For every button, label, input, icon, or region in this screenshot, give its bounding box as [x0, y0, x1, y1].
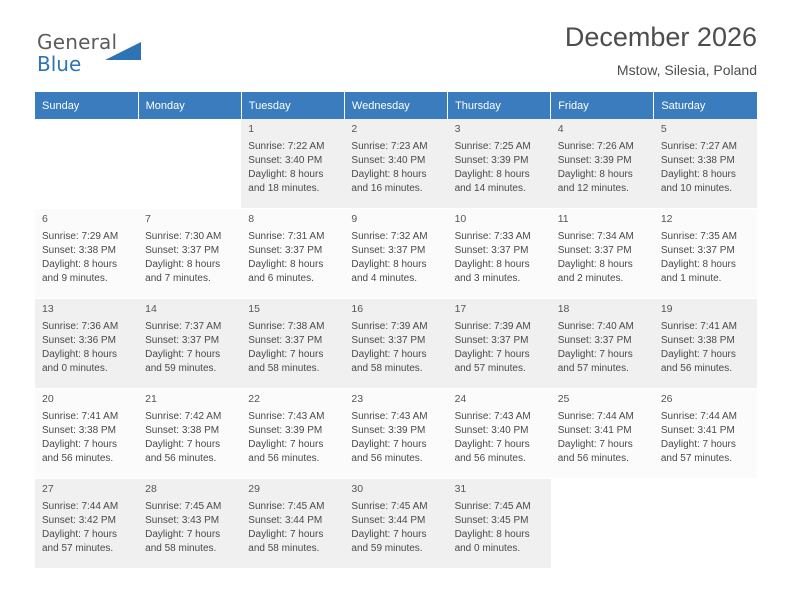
day-daylight1-text: Daylight: 8 hours [145, 259, 221, 271]
day-daylight1-text: Daylight: 7 hours [248, 439, 324, 451]
day-daylight1-text: Daylight: 8 hours [351, 259, 427, 271]
day-sunset-text: Sunset: 3:38 PM [660, 335, 735, 347]
calendar-day-cell[interactable] [35, 209, 138, 299]
day-sunrise-text: Sunrise: 7:41 AM [660, 320, 737, 332]
day-sunrise-text: Sunrise: 7:34 AM [557, 230, 634, 242]
day-number: 24 [454, 393, 467, 405]
calendar-day-cell[interactable] [241, 389, 344, 479]
calendar-day-cell[interactable] [654, 209, 757, 299]
day-number: 8 [248, 213, 255, 225]
day-sunrise-text: Sunrise: 7:41 AM [42, 410, 119, 422]
calendar-week-row [35, 479, 757, 569]
day-info [145, 230, 235, 287]
day-daylight1-text: Daylight: 8 hours [557, 169, 633, 181]
day-sunrise-text: Sunrise: 7:30 AM [145, 230, 222, 242]
day-sunrise-text: Sunrise: 7:45 AM [351, 500, 428, 512]
day-sunrise-text: Sunrise: 7:43 AM [248, 410, 325, 422]
calendar-day-cell[interactable] [448, 209, 551, 299]
day-daylight1-text: Daylight: 8 hours [248, 169, 324, 181]
day-number: 27 [42, 483, 54, 495]
logo-text-blue: Blue [37, 52, 82, 76]
day-daylight1-text: Daylight: 7 hours [454, 349, 530, 361]
day-sunset-text: Sunset: 3:37 PM [351, 335, 426, 347]
day-sunset-text: Sunset: 3:44 PM [248, 515, 323, 527]
day-sunrise-text: Sunrise: 7:39 AM [454, 320, 531, 332]
calendar-day-cell[interactable] [241, 209, 344, 299]
day-info [42, 410, 132, 467]
day-info [455, 410, 545, 467]
day-daylight2-text: and 56 minutes. [660, 363, 733, 375]
day-daylight1-text: Daylight: 8 hours [248, 259, 324, 271]
day-daylight1-text: Daylight: 8 hours [42, 349, 118, 361]
day-number: 14 [145, 303, 157, 315]
day-number: 28 [145, 483, 157, 495]
day-daylight1-text: Daylight: 7 hours [248, 529, 324, 541]
day-daylight1-text: Daylight: 8 hours [42, 259, 118, 271]
day-sunset-text: Sunset: 3:39 PM [557, 155, 632, 167]
calendar-day-cell[interactable] [344, 209, 447, 299]
day-daylight1-text: Daylight: 8 hours [454, 169, 530, 181]
calendar-body [35, 119, 757, 569]
day-daylight2-text: and 56 minutes. [454, 453, 526, 465]
day-daylight1-text: Daylight: 7 hours [557, 349, 633, 361]
day-sunset-text: Sunset: 3:41 PM [557, 425, 632, 437]
day-daylight2-text: and 58 minutes. [145, 543, 217, 555]
day-number: 13 [42, 303, 54, 315]
weekday-header-friday: Friday [551, 92, 654, 119]
day-info [558, 320, 648, 377]
day-info [661, 230, 751, 287]
day-sunrise-text: Sunrise: 7:29 AM [42, 230, 119, 242]
day-daylight2-text: and 0 minutes. [454, 543, 521, 555]
day-number: 21 [145, 393, 157, 405]
day-daylight1-text: Daylight: 7 hours [557, 439, 633, 451]
day-daylight1-text: Daylight: 7 hours [248, 349, 324, 361]
day-sunrise-text: Sunrise: 7:44 AM [42, 500, 119, 512]
day-sunrise-text: Sunrise: 7:31 AM [248, 230, 325, 242]
day-info [351, 500, 441, 557]
day-info [42, 500, 132, 557]
calendar-table [35, 92, 757, 569]
calendar-day-cell[interactable] [344, 389, 447, 479]
day-sunset-text: Sunset: 3:40 PM [248, 155, 323, 167]
day-daylight2-text: and 57 minutes. [42, 543, 114, 555]
day-daylight2-text: and 14 minutes. [454, 183, 526, 195]
day-info [455, 320, 545, 377]
day-number: 6 [42, 213, 48, 225]
day-daylight2-text: and 9 minutes. [42, 273, 108, 285]
day-sunrise-text: Sunrise: 7:42 AM [145, 410, 222, 422]
day-daylight1-text: Daylight: 8 hours [660, 169, 736, 181]
day-number: 10 [454, 213, 467, 225]
day-sunset-text: Sunset: 3:37 PM [145, 245, 220, 257]
day-daylight2-text: and 56 minutes. [145, 453, 217, 465]
day-daylight1-text: Daylight: 7 hours [42, 439, 118, 451]
calendar-day-cell[interactable] [551, 119, 654, 209]
day-daylight2-text: and 12 minutes. [557, 183, 629, 195]
day-daylight1-text: Daylight: 7 hours [145, 529, 221, 541]
day-number: 4 [557, 123, 564, 135]
day-daylight2-text: and 10 minutes. [660, 183, 733, 195]
calendar-day-cell[interactable] [448, 479, 551, 569]
calendar-day-cell[interactable] [654, 299, 757, 389]
calendar-day-cell[interactable] [344, 479, 447, 569]
day-daylight2-text: and 58 minutes. [248, 363, 320, 375]
title-block [565, 22, 757, 78]
calendar-cell-empty [138, 119, 241, 209]
day-daylight2-text: and 56 minutes. [248, 453, 320, 465]
day-number: 17 [454, 303, 467, 315]
day-info [455, 230, 545, 287]
day-daylight1-text: Daylight: 7 hours [660, 439, 736, 451]
day-sunset-text: Sunset: 3:43 PM [145, 515, 220, 527]
calendar-day-cell[interactable] [241, 479, 344, 569]
day-daylight2-text: and 57 minutes. [454, 363, 526, 375]
day-daylight2-text: and 57 minutes. [557, 363, 629, 375]
day-number: 5 [660, 123, 667, 135]
day-daylight1-text: Daylight: 7 hours [42, 529, 118, 541]
day-info [455, 140, 545, 197]
calendar-day-cell[interactable] [654, 119, 757, 209]
day-daylight1-text: Daylight: 7 hours [145, 349, 221, 361]
day-daylight2-text: and 59 minutes. [351, 543, 423, 555]
day-number: 7 [145, 213, 151, 225]
day-sunrise-text: Sunrise: 7:39 AM [351, 320, 428, 332]
calendar-day-cell[interactable] [138, 209, 241, 299]
day-daylight2-text: and 6 minutes. [248, 273, 314, 285]
day-sunrise-text: Sunrise: 7:43 AM [454, 410, 531, 422]
day-daylight1-text: Daylight: 7 hours [351, 439, 427, 451]
day-sunrise-text: Sunrise: 7:38 AM [248, 320, 325, 332]
page-header [35, 0, 757, 92]
day-number: 1 [248, 123, 255, 135]
day-number: 29 [248, 483, 260, 495]
calendar-week-row [35, 389, 757, 479]
day-sunrise-text: Sunrise: 7:35 AM [660, 230, 737, 242]
day-number: 9 [351, 213, 358, 225]
day-daylight1-text: Daylight: 8 hours [660, 259, 736, 271]
day-number: 22 [248, 393, 260, 405]
day-number: 31 [454, 483, 467, 495]
calendar-day-cell[interactable] [138, 389, 241, 479]
day-info [248, 500, 338, 557]
day-number: 12 [660, 213, 673, 225]
day-sunset-text: Sunset: 3:41 PM [660, 425, 735, 437]
day-info [351, 320, 441, 377]
day-sunrise-text: Sunrise: 7:45 AM [145, 500, 222, 512]
day-daylight1-text: Daylight: 8 hours [454, 259, 530, 271]
day-info [248, 230, 338, 287]
day-sunset-text: Sunset: 3:37 PM [660, 245, 735, 257]
day-daylight1-text: Daylight: 8 hours [454, 529, 530, 541]
logo-swoosh-icon [105, 42, 141, 60]
day-number: 15 [248, 303, 260, 315]
calendar-day-cell[interactable] [138, 299, 241, 389]
day-info [661, 410, 751, 467]
calendar-day-cell[interactable] [241, 299, 344, 389]
weekday-header-tuesday: Tuesday [241, 92, 344, 119]
calendar-day-cell[interactable] [448, 389, 551, 479]
day-sunset-text: Sunset: 3:37 PM [145, 335, 220, 347]
day-info [145, 320, 235, 377]
day-daylight2-text: and 2 minutes. [557, 273, 624, 285]
calendar-day-cell[interactable] [35, 389, 138, 479]
day-number: 25 [557, 393, 570, 405]
day-info [248, 410, 338, 467]
day-info [351, 410, 441, 467]
day-daylight1-text: Daylight: 7 hours [351, 529, 427, 541]
calendar-day-cell[interactable] [138, 479, 241, 569]
calendar-day-cell[interactable] [35, 299, 138, 389]
day-sunset-text: Sunset: 3:38 PM [42, 425, 116, 437]
day-daylight2-text: and 0 minutes. [42, 363, 108, 375]
calendar-cell-empty [551, 479, 654, 569]
day-sunset-text: Sunset: 3:37 PM [351, 245, 426, 257]
calendar-day-cell[interactable] [448, 299, 551, 389]
day-sunset-text: Sunset: 3:36 PM [42, 335, 116, 347]
day-sunrise-text: Sunrise: 7:22 AM [248, 140, 325, 152]
day-sunset-text: Sunset: 3:40 PM [454, 425, 529, 437]
day-sunrise-text: Sunrise: 7:37 AM [145, 320, 222, 332]
day-info [351, 230, 441, 287]
day-sunrise-text: Sunrise: 7:44 AM [660, 410, 737, 422]
weekday-header-wednesday: Wednesday [344, 92, 447, 119]
day-daylight2-text: and 7 minutes. [145, 273, 211, 285]
day-daylight2-text: and 4 minutes. [351, 273, 418, 285]
day-sunset-text: Sunset: 3:38 PM [145, 425, 220, 437]
day-daylight1-text: Daylight: 7 hours [660, 349, 736, 361]
day-info [661, 140, 751, 197]
weekday-header-monday: Monday [138, 92, 241, 119]
day-info [351, 140, 441, 197]
day-info [558, 410, 648, 467]
day-sunset-text: Sunset: 3:37 PM [248, 335, 323, 347]
calendar-cell-empty [654, 479, 757, 569]
location-subtitle: Mstow, Silesia, Poland [616, 62, 757, 79]
day-sunset-text: Sunset: 3:37 PM [557, 335, 632, 347]
day-sunset-text: Sunset: 3:37 PM [454, 245, 529, 257]
calendar-cell-empty [35, 119, 138, 209]
weekday-header-sunday: Sunday [35, 92, 138, 119]
logo-text-general: General [37, 30, 118, 54]
weekday-header-saturday: Saturday [654, 92, 757, 119]
day-daylight2-text: and 57 minutes. [660, 453, 733, 465]
day-sunrise-text: Sunrise: 7:45 AM [454, 500, 531, 512]
day-info [661, 320, 751, 377]
day-info [248, 320, 338, 377]
day-daylight2-text: and 18 minutes. [248, 183, 320, 195]
calendar-day-cell[interactable] [241, 119, 344, 209]
day-daylight2-text: and 1 minute. [660, 273, 722, 285]
calendar-day-cell[interactable] [551, 389, 654, 479]
day-sunset-text: Sunset: 3:37 PM [454, 335, 529, 347]
day-sunrise-text: Sunrise: 7:40 AM [557, 320, 634, 332]
calendar-day-cell[interactable] [551, 209, 654, 299]
day-daylight1-text: Daylight: 7 hours [145, 439, 221, 451]
day-daylight2-text: and 58 minutes. [248, 543, 320, 555]
day-sunset-text: Sunset: 3:38 PM [660, 155, 735, 167]
day-daylight1-text: Daylight: 7 hours [351, 349, 427, 361]
day-sunset-text: Sunset: 3:39 PM [248, 425, 323, 437]
day-number: 30 [351, 483, 364, 495]
calendar-day-cell[interactable] [344, 299, 447, 389]
day-number: 23 [351, 393, 364, 405]
day-number: 11 [557, 213, 569, 225]
day-sunset-text: Sunset: 3:38 PM [42, 245, 116, 257]
day-info [42, 320, 132, 377]
day-daylight2-text: and 58 minutes. [351, 363, 423, 375]
page-title: December 2026 [564, 22, 757, 52]
day-sunrise-text: Sunrise: 7:43 AM [351, 410, 428, 422]
calendar-week-row [35, 299, 757, 389]
day-sunrise-text: Sunrise: 7:33 AM [454, 230, 531, 242]
calendar-day-cell[interactable] [654, 389, 757, 479]
day-sunset-text: Sunset: 3:40 PM [351, 155, 426, 167]
day-number: 3 [454, 123, 461, 135]
day-daylight2-text: and 56 minutes. [557, 453, 629, 465]
day-daylight1-text: Daylight: 8 hours [351, 169, 427, 181]
day-daylight2-text: and 59 minutes. [145, 363, 217, 375]
day-sunset-text: Sunset: 3:39 PM [351, 425, 426, 437]
day-number: 18 [557, 303, 570, 315]
day-info [145, 410, 235, 467]
day-number: 20 [42, 393, 54, 405]
calendar-day-cell[interactable] [35, 479, 138, 569]
day-sunrise-text: Sunrise: 7:26 AM [557, 140, 634, 152]
day-sunrise-text: Sunrise: 7:45 AM [248, 500, 325, 512]
day-number: 16 [351, 303, 364, 315]
calendar-week-row [35, 209, 757, 299]
day-sunset-text: Sunset: 3:44 PM [351, 515, 426, 527]
day-daylight2-text: and 56 minutes. [351, 453, 423, 465]
day-daylight2-text: and 3 minutes. [454, 273, 521, 285]
day-sunset-text: Sunset: 3:37 PM [248, 245, 323, 257]
day-sunrise-text: Sunrise: 7:36 AM [42, 320, 119, 332]
day-sunrise-text: Sunrise: 7:27 AM [660, 140, 737, 152]
weekday-header-thursday: Thursday [448, 92, 551, 119]
calendar-day-cell[interactable] [344, 119, 447, 209]
day-info [455, 500, 545, 557]
day-sunset-text: Sunset: 3:37 PM [557, 245, 632, 257]
day-sunset-text: Sunset: 3:45 PM [454, 515, 529, 527]
day-info [145, 500, 235, 557]
day-sunrise-text: Sunrise: 7:44 AM [557, 410, 634, 422]
day-info [558, 230, 648, 287]
day-sunset-text: Sunset: 3:39 PM [454, 155, 529, 167]
day-daylight1-text: Daylight: 7 hours [454, 439, 530, 451]
calendar-week-row [35, 119, 757, 209]
day-daylight2-text: and 16 minutes. [351, 183, 423, 195]
day-sunset-text: Sunset: 3:42 PM [42, 515, 116, 527]
day-number: 19 [660, 303, 673, 315]
day-info [248, 140, 338, 197]
day-sunrise-text: Sunrise: 7:23 AM [351, 140, 428, 152]
day-number: 26 [660, 393, 673, 405]
calendar-header-row [35, 92, 757, 119]
day-info [558, 140, 648, 197]
day-daylight1-text: Daylight: 8 hours [557, 259, 633, 271]
logo [37, 30, 167, 78]
day-number: 2 [351, 123, 358, 135]
day-info [42, 230, 132, 287]
day-sunrise-text: Sunrise: 7:32 AM [351, 230, 428, 242]
calendar-day-cell[interactable] [448, 119, 551, 209]
calendar-day-cell[interactable] [551, 299, 654, 389]
day-sunrise-text: Sunrise: 7:25 AM [454, 140, 531, 152]
day-daylight2-text: and 56 minutes. [42, 453, 114, 465]
